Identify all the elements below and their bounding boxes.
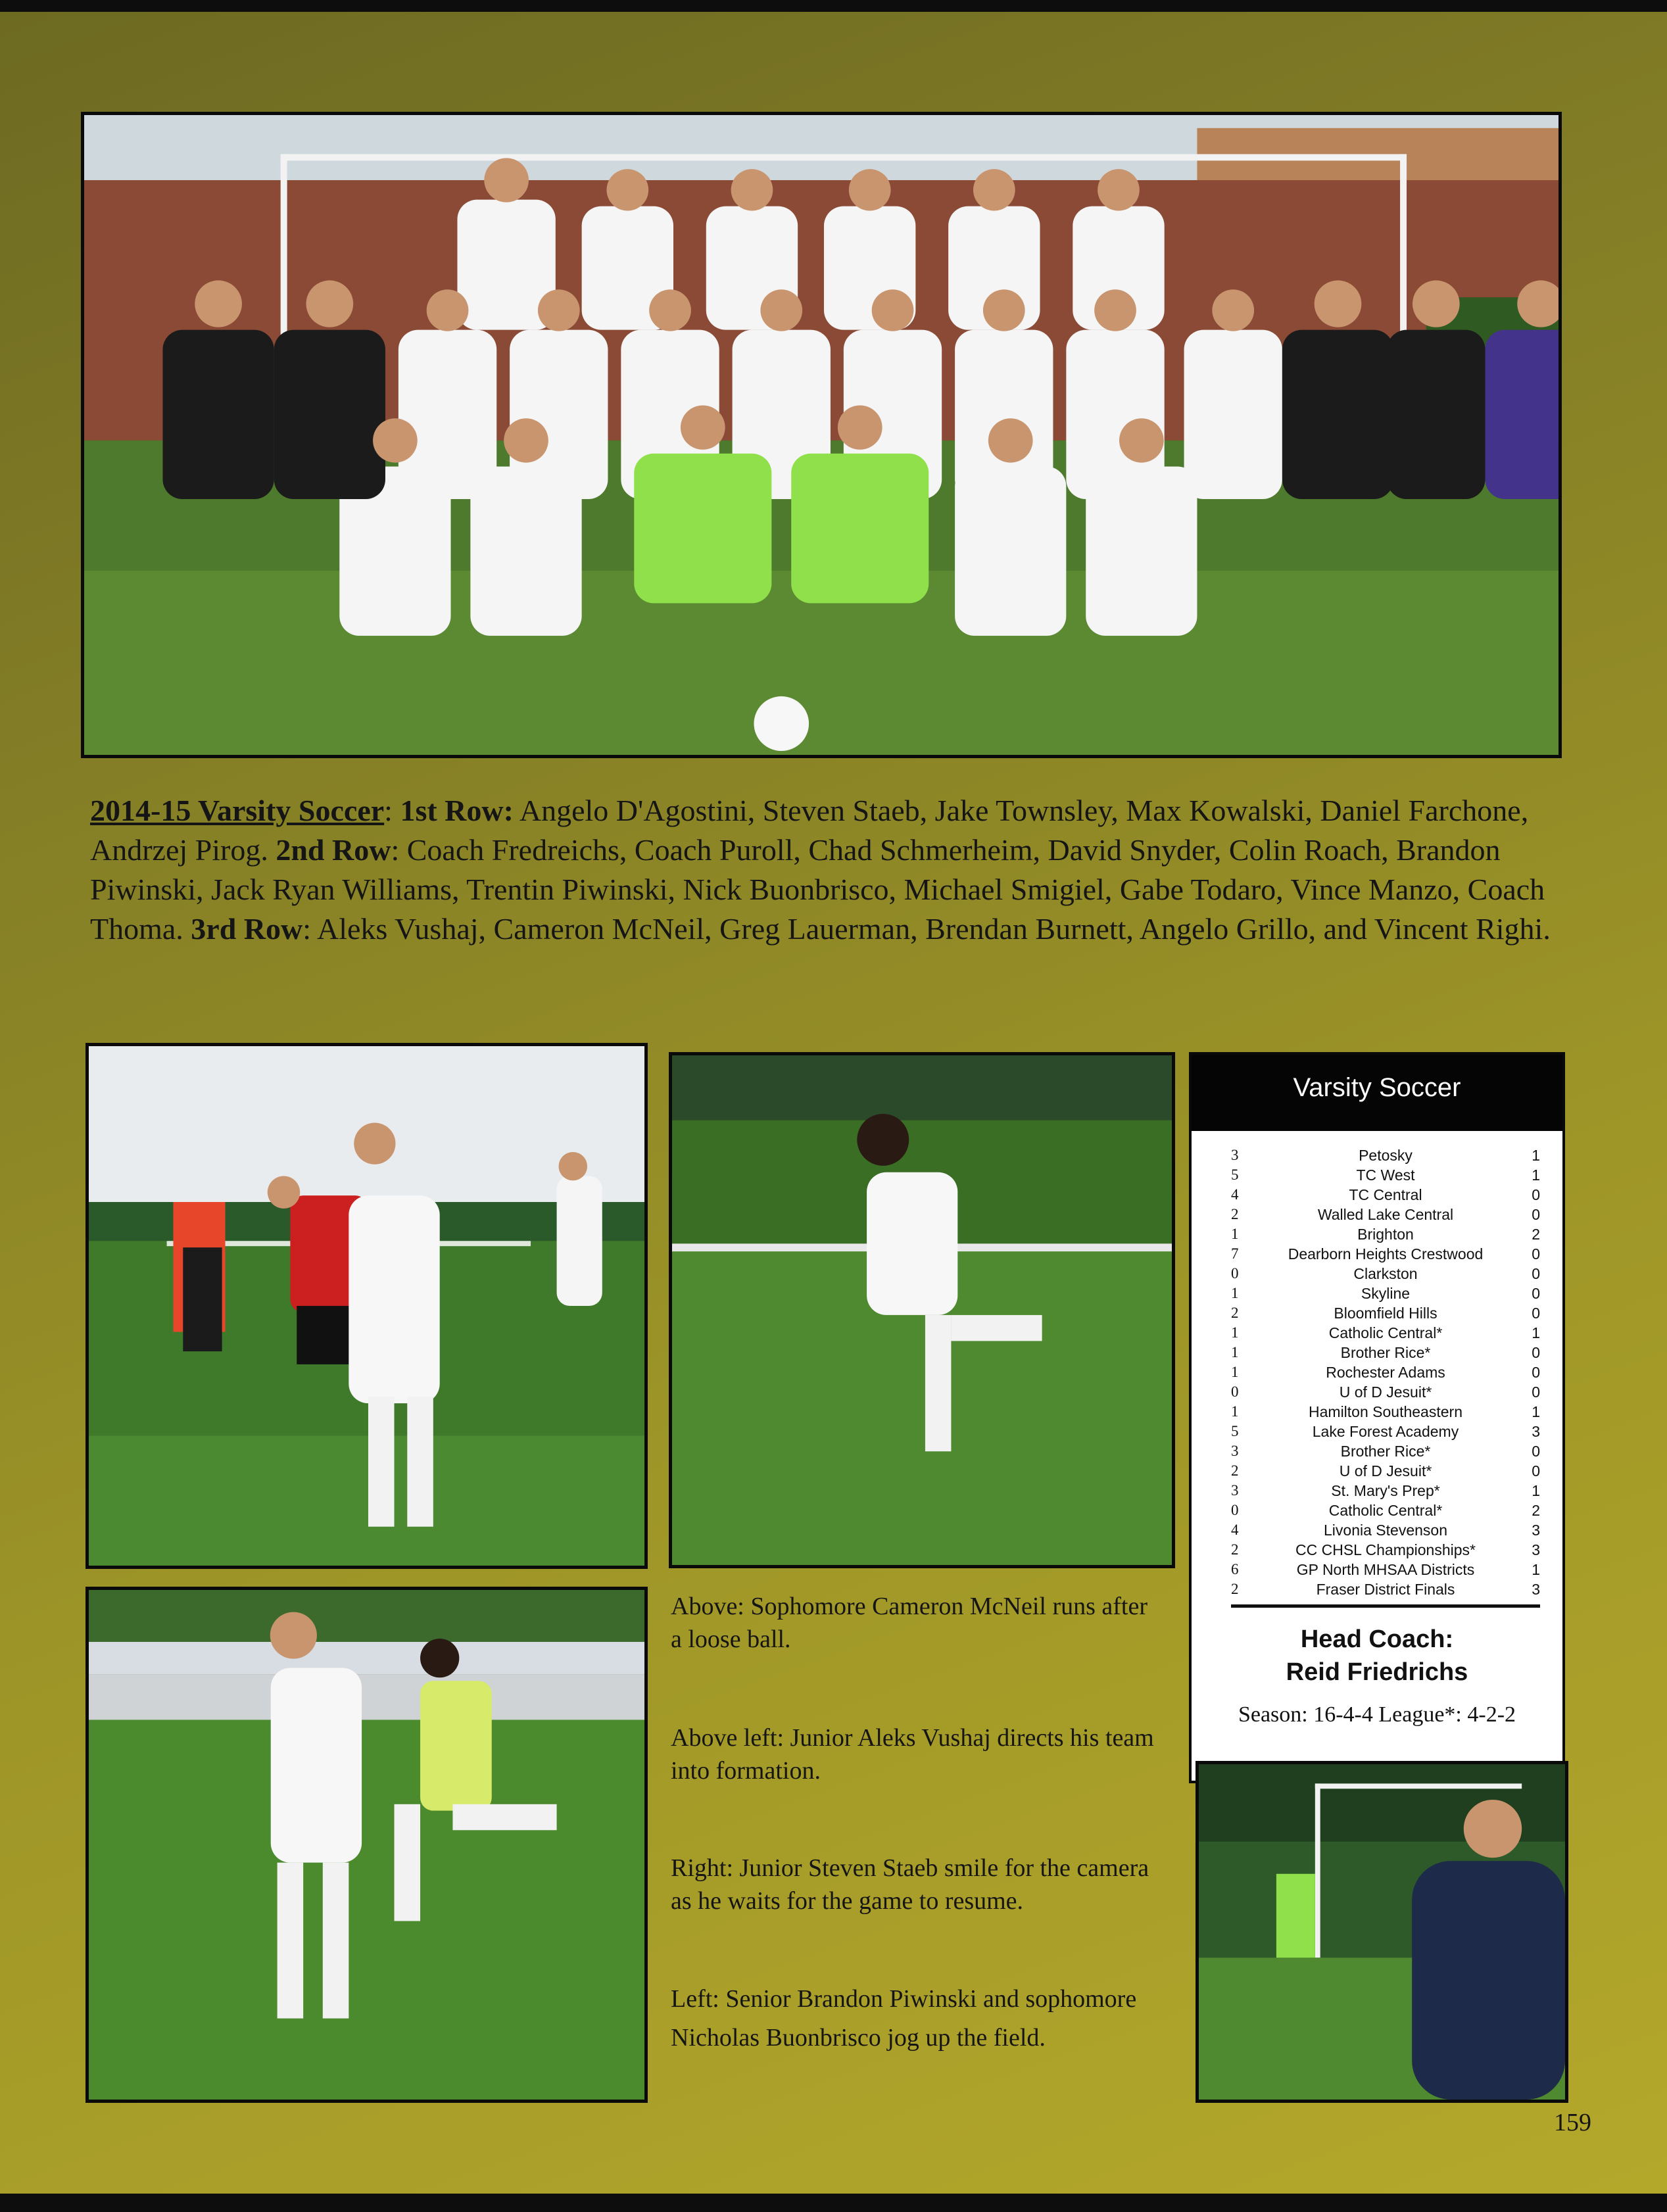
opponent-name: Brother Rice* bbox=[1340, 1344, 1431, 1361]
portrait-photo-image bbox=[1199, 1764, 1565, 2100]
opponent-name: Brother Rice* bbox=[1340, 1443, 1431, 1460]
score-for: 2 bbox=[1231, 1541, 1239, 1558]
score-for: 2 bbox=[1231, 1206, 1239, 1222]
opponent-name: U of D Jesuit* bbox=[1339, 1383, 1432, 1401]
caption-row2-names: : Coach Fredreichs, Coach Puroll, Chad Schmerheim, David Snyder, Colin Roach, Brandon Piwinski, Jack Ryan Williams, Trentin Piwinski, Nick Buonbrisco, Michael Smigiel, Gabe Todaro, Vince Manzo, Coach Thoma. bbox=[90, 833, 1545, 946]
score-against: 0 bbox=[1532, 1443, 1540, 1460]
action-photo-formation-image bbox=[89, 1046, 644, 1566]
schedule-row bbox=[1231, 1482, 1540, 1502]
opponent-name: TC West bbox=[1356, 1166, 1415, 1184]
score-for: 1 bbox=[1231, 1285, 1239, 1301]
caption-jogging: Left: Senior Brandon Piwinski and sophomore Nicholas Buonbrisco jog up the field. bbox=[671, 1985, 1137, 2052]
schedule-row bbox=[1231, 1305, 1540, 1324]
opponent-name: Walled Lake Central bbox=[1317, 1206, 1454, 1223]
season-record: Season: 16-4-4 League*: 4-2-2 bbox=[1238, 1702, 1516, 1727]
opponent-name: Skyline bbox=[1361, 1285, 1411, 1302]
schedule-row bbox=[1231, 1561, 1540, 1581]
score-for: 2 bbox=[1231, 1581, 1239, 1597]
opponent-name: Brighton bbox=[1357, 1226, 1414, 1243]
score-against: 0 bbox=[1532, 1305, 1540, 1322]
score-for: 3 bbox=[1231, 1482, 1239, 1499]
opponent-name: St. Mary's Prep* bbox=[1331, 1482, 1440, 1499]
score-against: 3 bbox=[1532, 1581, 1540, 1598]
score-for: 0 bbox=[1231, 1502, 1239, 1518]
schedule-row bbox=[1231, 1502, 1540, 1522]
opponent-name: Rochester Adams bbox=[1326, 1364, 1445, 1381]
score-against: 0 bbox=[1532, 1206, 1540, 1223]
schedule-row bbox=[1231, 1166, 1540, 1186]
score-against: 1 bbox=[1532, 1561, 1540, 1578]
opponent-name: Hamilton Southeastern bbox=[1309, 1403, 1462, 1420]
schedule-row bbox=[1231, 1403, 1540, 1423]
schedule-row bbox=[1231, 1324, 1540, 1344]
score-against: 0 bbox=[1532, 1364, 1540, 1381]
score-for: 4 bbox=[1231, 1522, 1239, 1538]
caption-row1-names: Angelo D'Agostini, Steven Staeb, Jake Townsley, Max Kowalski, Daniel Farchone, Andrzej Pirog. bbox=[90, 794, 1529, 867]
schedule-row bbox=[1231, 1522, 1540, 1541]
opponent-name: GP North MHSAA Districts bbox=[1296, 1561, 1475, 1578]
schedule-row bbox=[1231, 1423, 1540, 1443]
score-for: 1 bbox=[1231, 1344, 1239, 1360]
opponent-name: U of D Jesuit* bbox=[1339, 1462, 1432, 1479]
score-against: 1 bbox=[1532, 1482, 1540, 1499]
opponent-name: Lake Forest Academy bbox=[1312, 1423, 1459, 1440]
page-number: 159 bbox=[1554, 2109, 1591, 2136]
score-against: 3 bbox=[1532, 1541, 1540, 1558]
team-photo bbox=[81, 112, 1562, 758]
schedule-row bbox=[1231, 1285, 1540, 1305]
schedule-row bbox=[1231, 1186, 1540, 1206]
action-photo-running bbox=[669, 1052, 1175, 1568]
yearbook-page bbox=[0, 12, 1667, 2194]
team-photo-caption: 2014-15 Varsity Soccer: 1st Row: Angelo D'Agostini, Steven Staeb, Jake Townsley, Max Kowalski, Daniel Farchone, Andrzej Pirog. 2nd Row: Coach Fredreichs, Coach Puroll, Chad Schmerheim, David Snyder, Colin Roach, Brandon Piwinski, Jack Ryan Williams, Trentin Piwinski, Nick Buonbrisco, Michael Smigiel, Gabe Todaro, Vince Manzo, Coach Thoma. 3rd Row: Aleks Vushaj, Cameron McNeil, Greg Lauerman, Brendan Burnett, Angelo Grillo, and Vincent Righi. bbox=[90, 794, 1551, 946]
score-for: 1 bbox=[1231, 1324, 1239, 1341]
score-for: 3 bbox=[1231, 1443, 1239, 1459]
score-against: 0 bbox=[1532, 1344, 1540, 1361]
schedule-row bbox=[1231, 1245, 1540, 1265]
head-coach-name: Reid Friedrichs bbox=[1286, 1658, 1468, 1686]
score-for: 6 bbox=[1231, 1561, 1239, 1577]
action-photo-jogging-image bbox=[89, 1590, 644, 2100]
score-against: 0 bbox=[1532, 1285, 1540, 1302]
caption-title: 2014-15 Varsity Soccer bbox=[90, 794, 385, 827]
team-photo-image bbox=[84, 115, 1558, 755]
score-for: 5 bbox=[1231, 1166, 1239, 1183]
score-for: 7 bbox=[1231, 1245, 1239, 1262]
portrait-photo bbox=[1196, 1761, 1568, 2103]
caption-row3-names: : Aleks Vushaj, Cameron McNeil, Greg Lauerman, Brendan Burnett, Angelo Grillo, and Vincent Righi. bbox=[302, 912, 1551, 946]
score-against: 2 bbox=[1532, 1502, 1540, 1519]
score-against: 0 bbox=[1532, 1462, 1540, 1479]
score-against: 0 bbox=[1532, 1265, 1540, 1282]
caption-running: Above: Sophomore Cameron McNeil runs after a loose ball. bbox=[671, 1593, 1148, 1653]
score-for: 5 bbox=[1231, 1423, 1239, 1439]
score-for: 2 bbox=[1231, 1305, 1239, 1321]
score-against: 1 bbox=[1532, 1324, 1540, 1341]
schedule-row bbox=[1231, 1364, 1540, 1383]
schedule-row bbox=[1231, 1581, 1540, 1600]
schedule-row bbox=[1231, 1344, 1540, 1364]
score-against: 0 bbox=[1532, 1383, 1540, 1401]
opponent-name: Petosky bbox=[1359, 1147, 1413, 1164]
score-against: 0 bbox=[1532, 1186, 1540, 1203]
caption-row3-label: 3rd Row bbox=[191, 912, 303, 946]
opponent-name: Fraser District Finals bbox=[1316, 1581, 1455, 1598]
head-coach-label: Head Coach: bbox=[1300, 1625, 1454, 1653]
schedule-box bbox=[1189, 1052, 1565, 1783]
opponent-name: Livonia Stevenson bbox=[1324, 1522, 1447, 1539]
score-against: 1 bbox=[1532, 1147, 1540, 1164]
score-for: 1 bbox=[1231, 1403, 1239, 1420]
score-for: 0 bbox=[1231, 1383, 1239, 1400]
score-against: 1 bbox=[1532, 1166, 1540, 1184]
score-for: 1 bbox=[1231, 1364, 1239, 1380]
score-against: 3 bbox=[1532, 1522, 1540, 1539]
opponent-name: CC CHSL Championships* bbox=[1295, 1541, 1476, 1558]
schedule-row bbox=[1231, 1265, 1540, 1285]
schedule-row bbox=[1231, 1206, 1540, 1226]
schedule-row bbox=[1231, 1147, 1540, 1166]
schedule-title: Varsity Soccer bbox=[1192, 1055, 1562, 1131]
score-for: 4 bbox=[1231, 1186, 1239, 1203]
caption-row2-label: 2nd Row bbox=[276, 833, 391, 867]
caption-smile: Right: Junior Steven Staeb smile for the camera as he waits for the game to resume. bbox=[671, 1854, 1149, 1915]
schedule-row bbox=[1231, 1541, 1540, 1561]
score-against: 1 bbox=[1532, 1403, 1540, 1420]
schedule-row bbox=[1231, 1226, 1540, 1245]
action-photo-jogging bbox=[85, 1587, 648, 2103]
caption-row1-label: 1st Row: bbox=[400, 794, 514, 827]
action-photo-formation bbox=[85, 1043, 648, 1569]
opponent-name: TC Central bbox=[1349, 1186, 1422, 1203]
score-for: 0 bbox=[1231, 1265, 1239, 1282]
action-photo-running-image bbox=[672, 1055, 1172, 1565]
opponent-name: Catholic Central* bbox=[1328, 1502, 1443, 1519]
opponent-name: Dearborn Heights Crestwood bbox=[1288, 1245, 1484, 1262]
score-against: 2 bbox=[1532, 1226, 1540, 1243]
schedule-divider bbox=[1231, 1604, 1540, 1608]
schedule-row bbox=[1231, 1462, 1540, 1482]
score-for: 3 bbox=[1231, 1147, 1239, 1163]
score-against: 3 bbox=[1532, 1423, 1540, 1440]
opponent-name: Bloomfield Hills bbox=[1334, 1305, 1437, 1322]
score-against: 0 bbox=[1532, 1245, 1540, 1262]
opponent-name: Clarkston bbox=[1353, 1265, 1418, 1282]
score-for: 2 bbox=[1231, 1462, 1239, 1479]
schedule-row bbox=[1231, 1443, 1540, 1462]
score-for: 1 bbox=[1231, 1226, 1239, 1242]
caption-formation: Above left: Junior Aleks Vushaj directs his team into formation. bbox=[671, 1724, 1154, 1785]
opponent-name: Catholic Central* bbox=[1328, 1324, 1443, 1341]
schedule-row bbox=[1231, 1383, 1540, 1403]
